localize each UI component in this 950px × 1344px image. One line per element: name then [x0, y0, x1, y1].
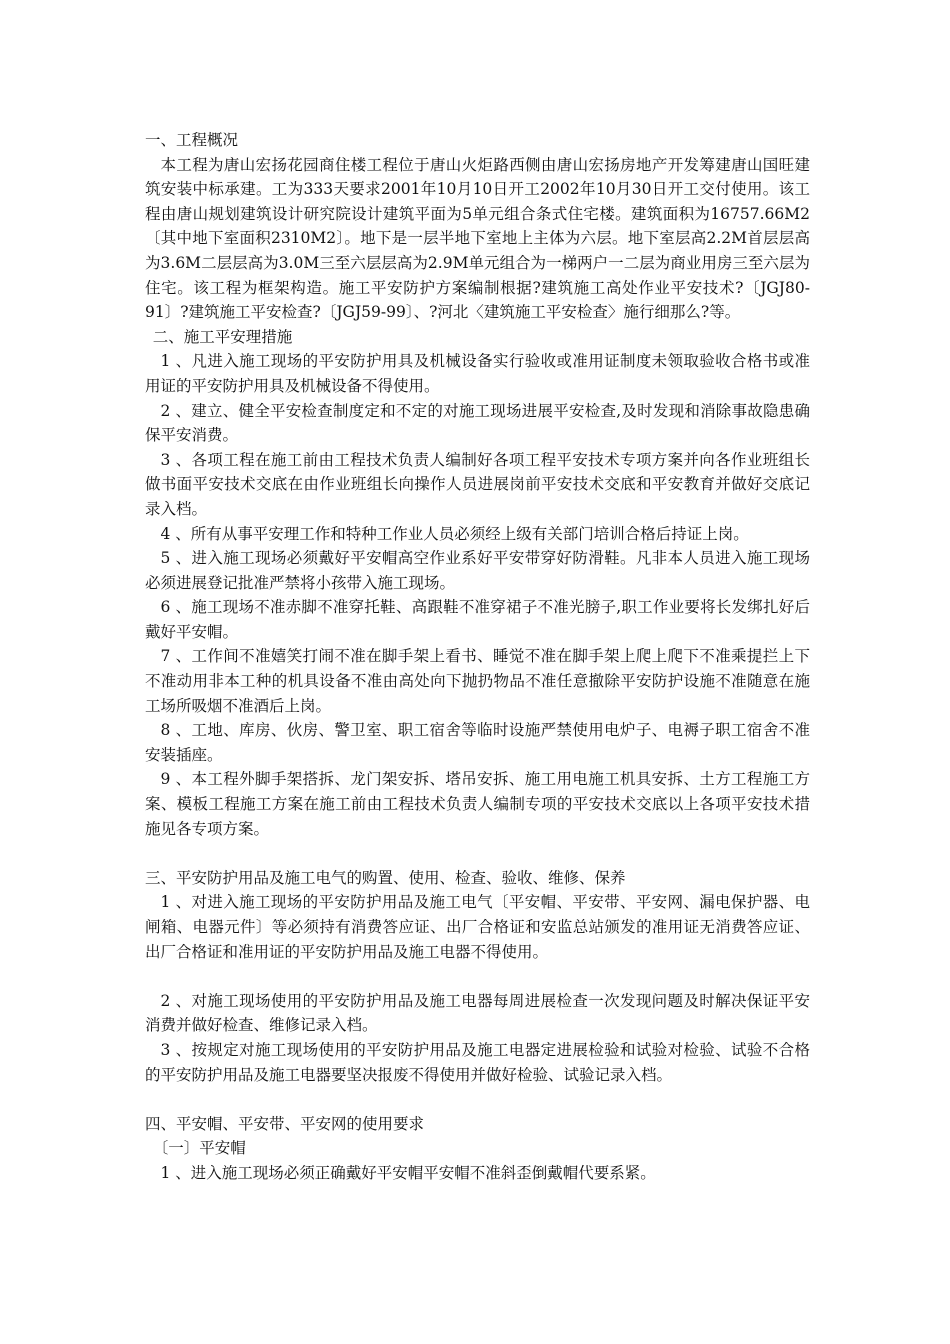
- paragraph-item: 1 、进入施工现场必须正确戴好平安帽平安帽不准斜歪倒戴帽代要系紧。: [160, 1163, 656, 1182]
- paragraph-item: 3 、各项工程在施工前由工程技术负责人编制好各项工程平安技术专项方案并向各作业班组长做书面平安技术交底在由作业班组长向操作人员进展岗前平安技术交底和平安教育并做好交底记录入档。: [145, 450, 810, 518]
- paragraph-item: 2 、对施工现场使用的平安防护用品及施工电器每周进展检查一次发现问题及时解决保证平安消费并做好检查、维修记录入档。: [145, 991, 810, 1035]
- paragraph-item: 8 、工地、库房、伙房、警卫室、职工宿舍等临时设施严禁使用电炉子、电褥子职工宿舍不准安装插座。: [145, 721, 810, 764]
- document-page: [145, 128, 810, 1186]
- paragraph-item: 1 、凡进入施工现场的平安防护用具及机械设备实行验收或准用证制度未领取验收合格书或准用证的平安防护用具及机械设备不得使用。: [145, 352, 810, 395]
- paragraph-item: 7 、工作间不准嬉笑打闹不准在脚手架上看书、睡觉不准在脚手架上爬上爬下不准乘提拦上下不准动用非本工种的机具设备不准由高处向下抛扔物品不准任意撤除平安防护设施不准随意在施工场所吸烟不准酒后上岗。: [145, 647, 810, 715]
- blank-line: [145, 1087, 810, 1112]
- paragraph-item: 9 、本工程外脚手架搭拆、龙门架安拆、塔吊安拆、施工用电施工机具安拆、土方工程施工方案、模板工程施工方案在施工前由工程技术负责人编制专项的平安技术交底以上各项平安技术措施见各专项方案。: [145, 770, 810, 838]
- section-heading-2: 二、施工平安理措施: [152, 327, 293, 346]
- subsection-heading: 〔一〕平安帽: [152, 1139, 246, 1158]
- section-heading-1: 一、工程概况: [145, 131, 239, 149]
- paragraph-item: 5 、进入施工现场必须戴好平安帽高空作业系好平安带穿好防滑鞋。凡非本人员进入施工现场必须进展登记批准严禁将小孩带入施工现场。: [145, 549, 810, 592]
- paragraph-project-overview: 本工程为唐山宏扬花园商住楼工程位于唐山火炬路西侧由唐山宏扬房地产开发筹建唐山国旺建筑安装中标承建。工为333天要求2001年10月10日开工2002年10月30日开工交付使用。该工程由唐山规划建筑设计研究院设计建筑平面为5单元组合条式住宅楼。建筑面积为16757.66M2〔其中地下室面积2310M2〕。地下是一层半地下室地上主体为六层。地下室层高2.2M首层层高为3.6M二层层高为3.0M三至六层层高为2.9M单元组合为一梯两户一二层为商业用房三至六层为住宅。该工程为框架构造。施工平安防护方案编制根据?建筑施工高处作业平安技术?〔JGJ80-91〕?建筑施工平安检查?〔JGJ59-99〕、?河北〈建筑施工平安检查〉施行细那么?等。: [145, 155, 810, 322]
- blank-line: [145, 841, 810, 866]
- paragraph-item: 2 、建立、健全平安检查制度定和不定的对施工现场进展平安检查,及时发现和消除事故隐患确保平安消费。: [145, 401, 810, 445]
- paragraph-item: 3 、按规定对施工现场使用的平安防护用品及施工电器定进展检验和试验对检验、试验不合格的平安防护用品及施工电器要坚决报废不得使用并做好检验、试验记录入档。: [145, 1040, 810, 1084]
- blank-line: [145, 964, 810, 989]
- paragraph-item: 4 、所有从事平安理工作和特种工作业人员必须经上级有关部门培训合格后持证上岗。: [160, 524, 749, 543]
- paragraph-item: 1 、对进入施工现场的平安防护用品及施工电气〔平安帽、平安带、平安网、漏电保护器、电闸箱、电器元件〕等必须持有消费答应证、出厂合格证和安监总站颁发的准用证无消费答应证、出厂合格证和准用证的平安防护用品及施工电器不得使用。: [145, 893, 810, 961]
- paragraph-item: 6 、施工现场不准赤脚不准穿托鞋、高跟鞋不准穿裙子不准光膀子,职工作业要将长发绑扎好后戴好平安帽。: [145, 598, 810, 641]
- section-heading-4: 四、平安帽、平安带、平安网的使用要求: [145, 1114, 425, 1133]
- section-heading-3: 三、平安防护用品及施工电气的购置、使用、检查、验收、维修、保养: [145, 868, 626, 887]
